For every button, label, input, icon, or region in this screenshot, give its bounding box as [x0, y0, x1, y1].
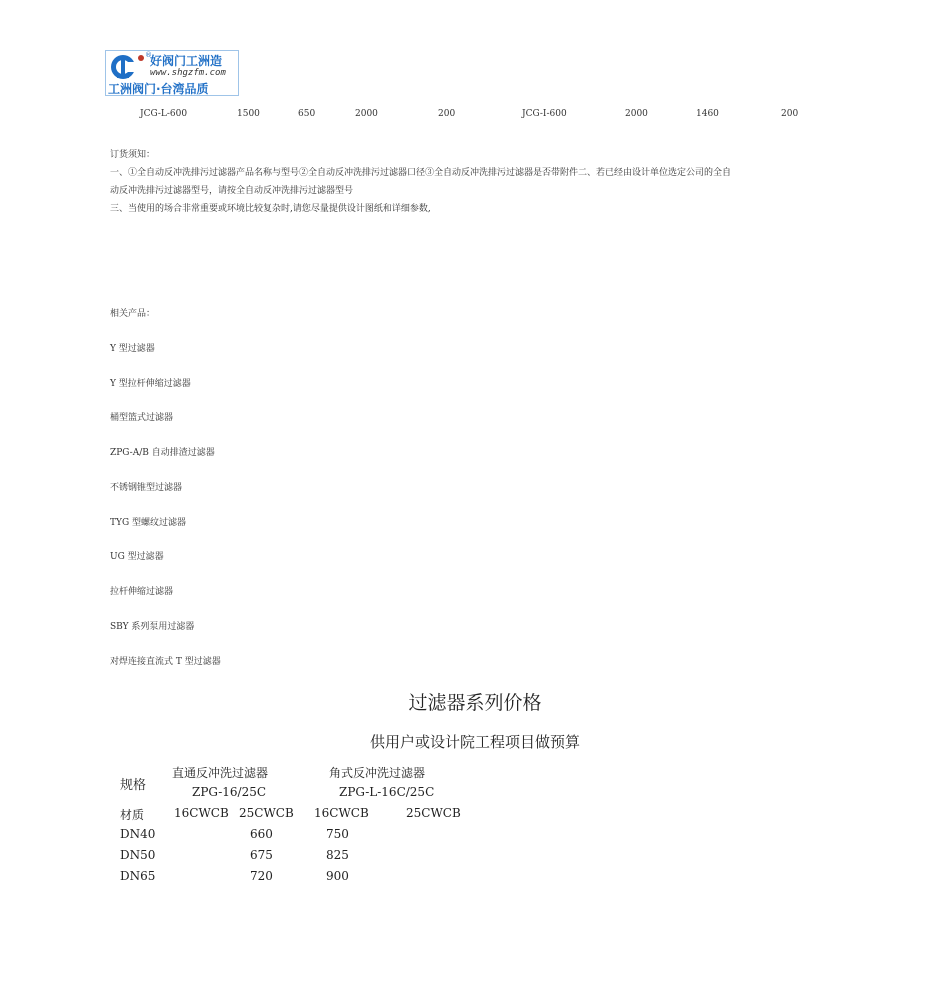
registered-mark: ® — [145, 51, 152, 59]
model-cell: 200 — [438, 109, 456, 119]
related-product-item: 拉杆伸缩过滤器 — [110, 587, 174, 597]
gongzhou-logo-icon — [108, 53, 146, 81]
notice-line: 一、①全自动反冲洗排污过滤器产品名称与型号②全自动反冲洗排污过滤器口径③全自动反冲洗排污过滤器是否带附件二、若已经由设计单位选定公司的全自 — [110, 168, 732, 178]
angle-filter-model: ZPG-L-16C/25C — [339, 785, 435, 799]
related-product-item: UG 型过滤器 — [110, 552, 164, 562]
price-cell: 900 — [326, 869, 349, 883]
price-cell: 720 — [250, 869, 273, 883]
logo-slogan: 工洲阀门·台湾品质 — [108, 82, 209, 96]
price-cell: 750 — [326, 827, 349, 841]
size-cell: DN40 — [120, 827, 156, 841]
notice-line: 三、当使用的场合非常重要或环境比较复杂时,请您尽量提供设计图纸和详细参数, — [110, 204, 431, 214]
model-cell: 200 — [781, 109, 799, 119]
straight-filter-name: 直通反冲洗过滤器 — [172, 766, 269, 780]
price-cell: 825 — [326, 848, 349, 862]
related-product-item: 桶型篮式过滤器 — [110, 413, 174, 423]
size-cell: DN50 — [120, 848, 156, 862]
material-cell: 16CWCB — [174, 806, 229, 820]
notice-line: 动反冲洗排污过滤器型号，请按全自动反冲洗排污过滤器型号 — [110, 186, 354, 196]
price-subtitle: 供用户或设计院工程项目做预算 — [369, 733, 580, 751]
related-product-item: Y 型拉杆伸缩过滤器 — [110, 379, 191, 389]
logo-url: www.shgzfm.com — [150, 68, 226, 78]
model-cell: JCG-L-600 — [140, 109, 188, 119]
notice-heading: 订货须知： — [110, 150, 156, 160]
model-cell: 650 — [298, 109, 316, 119]
material-cell: 25CWCB — [239, 806, 294, 820]
related-products-heading: 相关产品： — [110, 309, 156, 319]
material-cell: 25CWCB — [406, 806, 461, 820]
spec-label: 规格 — [120, 778, 147, 793]
related-product-item: ZPG-A/B 自动排渣过滤器 — [110, 448, 215, 458]
angle-filter-name: 角式反冲洗过滤器 — [329, 766, 426, 780]
model-cell: 1460 — [696, 109, 719, 119]
related-product-item: 对焊连接直流式 T 型过滤器 — [110, 657, 221, 667]
straight-filter-model: ZPG-16/25C — [192, 785, 267, 799]
price-cell: 660 — [250, 827, 273, 841]
related-product-item: TYG 型螺纹过滤器 — [110, 518, 186, 528]
material-cell: 16CWCB — [314, 806, 369, 820]
related-product-item: SBY 系列泵用过滤器 — [110, 622, 195, 632]
price-cell: 675 — [250, 848, 273, 862]
related-product-item: Y 型过滤器 — [110, 344, 155, 354]
model-cell: JCG-I-600 — [522, 109, 567, 119]
material-label: 材质 — [120, 808, 145, 822]
size-cell: DN65 — [120, 869, 156, 883]
price-title: 过滤器系列价格 — [408, 692, 542, 714]
model-cell: 1500 — [237, 109, 260, 119]
company-logo — [105, 50, 239, 96]
model-cell: 2000 — [355, 109, 378, 119]
logo-title: 好阀门工洲造 — [150, 54, 223, 68]
related-product-item: 不锈钢锥型过滤器 — [110, 483, 183, 493]
model-dimension-row — [0, 109, 950, 123]
model-cell: 2000 — [625, 109, 648, 119]
